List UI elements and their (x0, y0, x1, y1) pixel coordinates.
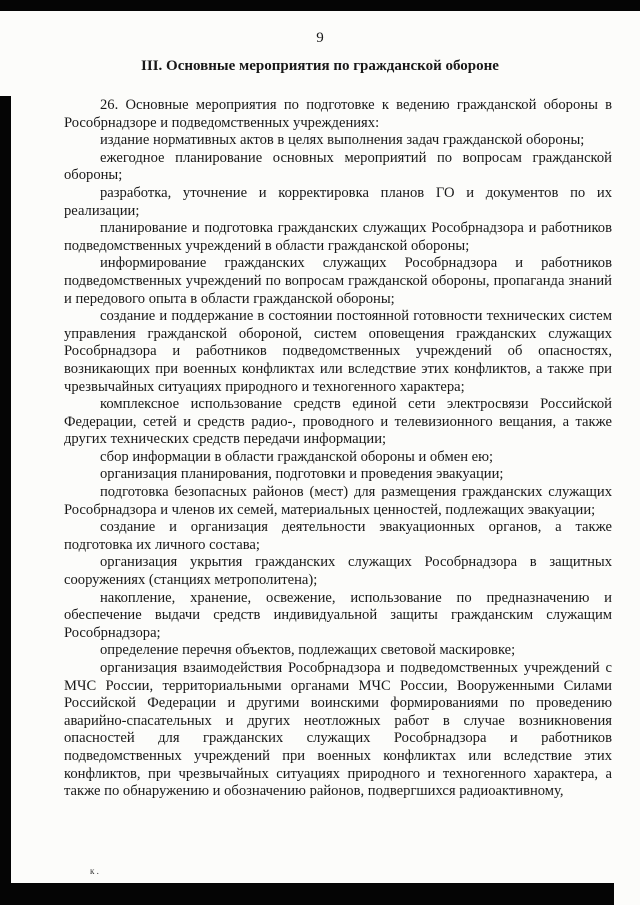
paragraph: информирование гражданских служащих Рособрнадзора и работников подведомственных учреждений по вопросам гражданской обороны, пропаганда знаний и передового опыта в области гражданской обороны; (64, 255, 612, 307)
paragraph: сбор информации в области гражданской обороны и обмен ею; (100, 448, 494, 465)
paragraph: ежегодное планирование основных мероприятий по вопросам гражданской обороны; (64, 149, 612, 184)
page-number: 9 (316, 30, 324, 46)
scan-border-top (0, 0, 640, 11)
paragraph: организация планирования, подготовки и проведения эвакуации; (100, 466, 504, 483)
paragraph: комплексное использование средств единой сети электросвязи Российской Федерации, сетей и средств радио-, проводного и телевизионного вещания, а также других технических средств передачи информации; (64, 396, 612, 448)
scan-border-bottom (0, 883, 614, 905)
paragraph: организация взаимодействия Рособрнадзора и подведомственных учреждений с МЧС России, территориальными органами МЧС России, Вооруженными Силами Российской Федерации и другими воинскими формированиями по проведению аварийно-спасательных и других неотложных работ в случае возникновения опасностей для гражданских служащих Рособрнадзора и работников подведомственных учреждений при военных конфликтах или вследствие этих конфликтов, при чрезвычайных ситуациях природного и техногенного характера, а также по обнаружению и обозначению районов, подвергшихся радиоактивному, (64, 660, 612, 800)
paragraph: подготовка безопасных районов (мест) для размещения гражданских служащих Рособрнадзора и членов их семей, материальных ценностей, подлежащих эвакуации; (64, 484, 612, 518)
paragraph: накопление, хранение, освежение, использование по предназначению и обеспечение выдачи средств индивидуальной защиты гражданским служащим Рособрнадзора; (64, 589, 612, 641)
paragraph: организация укрытия гражданских служащих Рособрнадзора в защитных сооружениях (станциях метрополитена); (64, 554, 612, 589)
paragraph: 26. Основные мероприятия по подготовке к ведению гражданской обороны в Рособрнадзоре и подведомственных учреждениях: (64, 97, 612, 131)
scan-artifact: к . (90, 866, 99, 876)
paragraph: издание нормативных актов в целях выполнения задач гражданской обороны; (100, 132, 585, 149)
section-heading: III. Основные мероприятия по гражданской обороне (141, 58, 499, 74)
paragraph: разработка, уточнение и корректировка планов ГО и документов по их реализации; (64, 184, 612, 219)
paragraph: создание и поддержание в состоянии постоянной готовности технических систем управления гражданской обороной, систем оповещения гражданских служащих Рособрнадзора и работников подведомственных учреждений об опасностях, возникающих при военных конфликтах или вследствие этих конфликтов, а также при чрезвычайных ситуациях природного и техногенного характера; (64, 308, 612, 395)
scan-border-left (0, 96, 11, 905)
paragraph: создание и организация деятельности эвакуационных органов, а также подготовка их личного состава; (64, 519, 612, 553)
paragraph: планирование и подготовка гражданских служащих Рособрнадзора и работников подведомственных учреждений в области гражданской обороны; (64, 220, 612, 254)
document-body (64, 97, 612, 801)
paragraph: определение перечня объектов, подлежащих световой маскировке; (100, 642, 516, 659)
